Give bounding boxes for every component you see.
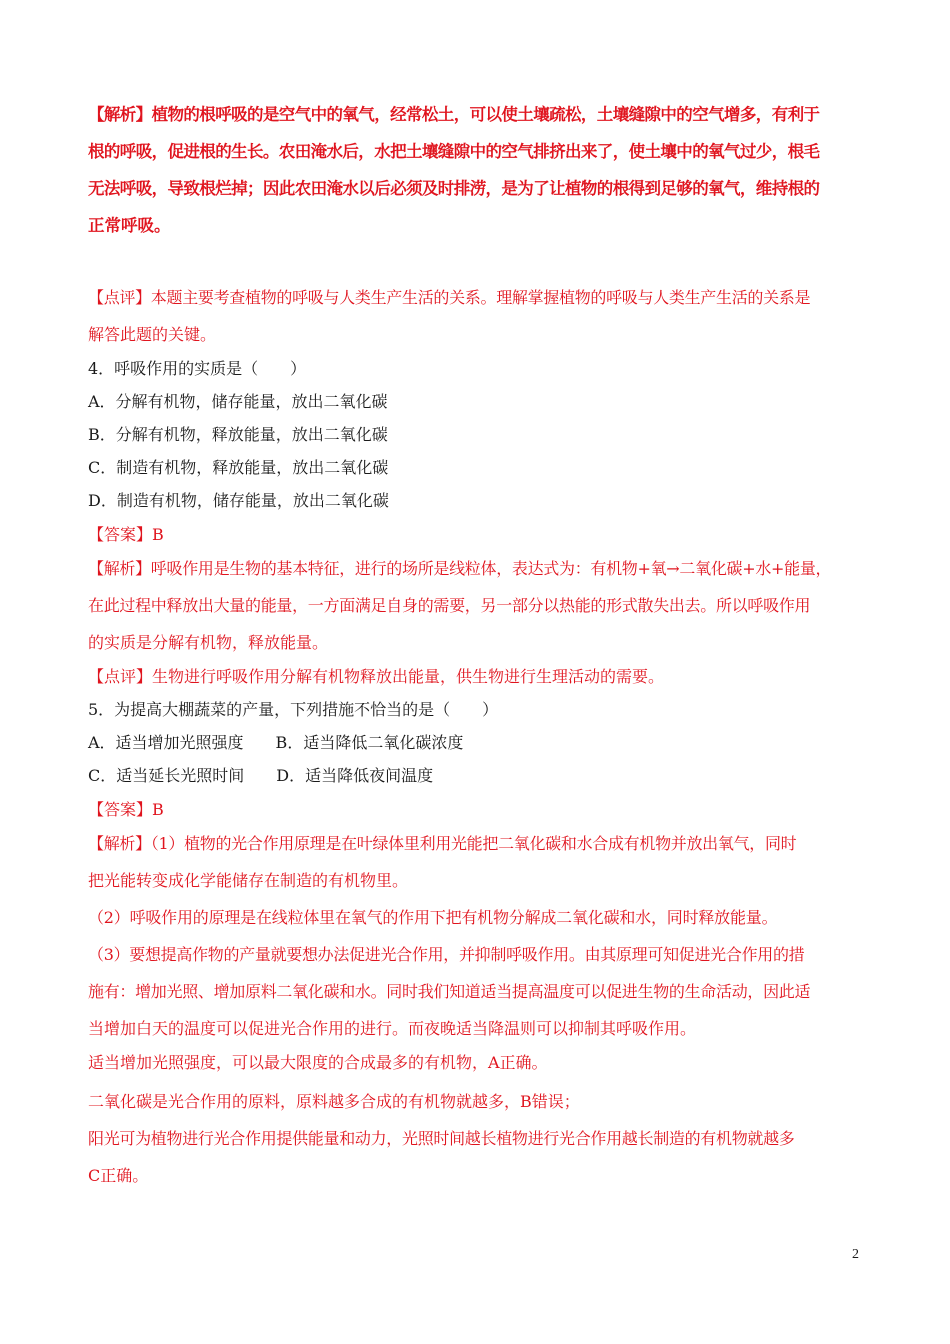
comment-line: 解答此题的关键。	[88, 325, 217, 344]
comment-line: 【点评】本题主要考查植物的呼吸与人类生产生活的关系。理解掌握植物的呼吸与人类生产生活的关系是	[88, 288, 811, 307]
analysis-line: 适当增加光照强度，可以最大限度的合成最多的有机物，A正确。	[88, 1053, 548, 1072]
analysis-line: 【解析】植物的根呼吸的是空气中的氧气，经常松土，可以使土壤疏松，土壤缝隙中的空气增多，有利于	[88, 105, 820, 124]
option-b: B．分解有机物，释放能量，放出二氧化碳	[88, 425, 388, 444]
analysis-line: 在此过程中释放出大量的能量，一方面满足自身的需要，另一部分以热能的形式散失出去。所以呼吸作用	[88, 596, 811, 615]
analysis-line: 施有：增加光照、增加原料二氧化碳和水。同时我们知道适当提高温度可以促进生物的生命活动，因此适	[88, 982, 811, 1001]
question-4: 4．呼吸作用的实质是（ ）	[88, 359, 307, 378]
analysis-line: 根的呼吸，促进根的生长。农田淹水后，水把土壤缝隙中的空气排挤出来了，使土壤中的氧气过少，根毛	[88, 142, 820, 161]
page-number: 2	[852, 1247, 859, 1262]
option-a: A．分解有机物，储存能量，放出二氧化碳	[88, 392, 388, 411]
analysis-line: 二氧化碳是光合作用的原料，原料越多合成的有机物就越多，B错误；	[88, 1092, 580, 1111]
analysis-line: 正常呼吸。	[88, 216, 171, 235]
analysis-line: C正确。	[88, 1166, 149, 1185]
analysis-line: 把光能转变成化学能储存在制造的有机物里。	[88, 871, 409, 890]
question-5: 5．为提高大棚蔬菜的产量，下列措施不恰当的是（ ）	[88, 700, 499, 719]
option-c: C．制造有机物，释放能量，放出二氧化碳	[88, 458, 389, 477]
options-ab: A．适当增加光照强度 B．适当降低二氧化碳浓度	[88, 733, 464, 752]
analysis-line: 无法呼吸，导致根烂掉；因此农田淹水以后必须及时排涝，是为了让植物的根得到足够的氧气，维持根的	[88, 179, 820, 198]
analysis-line: 的实质是分解有机物，释放能量。	[88, 633, 329, 652]
analysis-line: 当增加白天的温度可以促进光合作用的进行。而夜晚适当降温则可以抑制其呼吸作用。	[88, 1019, 697, 1038]
analysis-line: 【解析】（1）植物的光合作用原理是在叶绿体里利用光能把二氧化碳和水合成有机物并放出氧气，同时	[88, 834, 797, 853]
analysis-line: （3）要想提高作物的产量就要想办法促进光合作用，并抑制呼吸作用。由其原理可知促进光合作用的措	[88, 945, 805, 964]
analysis-line: 【解析】呼吸作用是生物的基本特征，进行的场所是线粒体，表达式为：有机物+氧→二氧化碳+水+能量，	[88, 559, 832, 578]
answer-label: 【答案】B	[88, 525, 164, 544]
options-cd: C．适当延长光照时间 D．适当降低夜间温度	[88, 766, 434, 785]
answer-label: 【答案】B	[88, 800, 164, 819]
analysis-line: 阳光可为植物进行光合作用提供能量和动力，光照时间越长植物进行光合作用越长制造的有机物就越多	[88, 1129, 795, 1148]
option-d: D．制造有机物，储存能量，放出二氧化碳	[88, 491, 389, 510]
analysis-line: （2）呼吸作用的原理是在线粒体里在氧气的作用下把有机物分解成二氧化碳和水，同时释放能量。	[88, 908, 778, 927]
comment-line: 【点评】生物进行呼吸作用分解有机物释放出能量，供生物进行生理活动的需要。	[88, 667, 665, 686]
